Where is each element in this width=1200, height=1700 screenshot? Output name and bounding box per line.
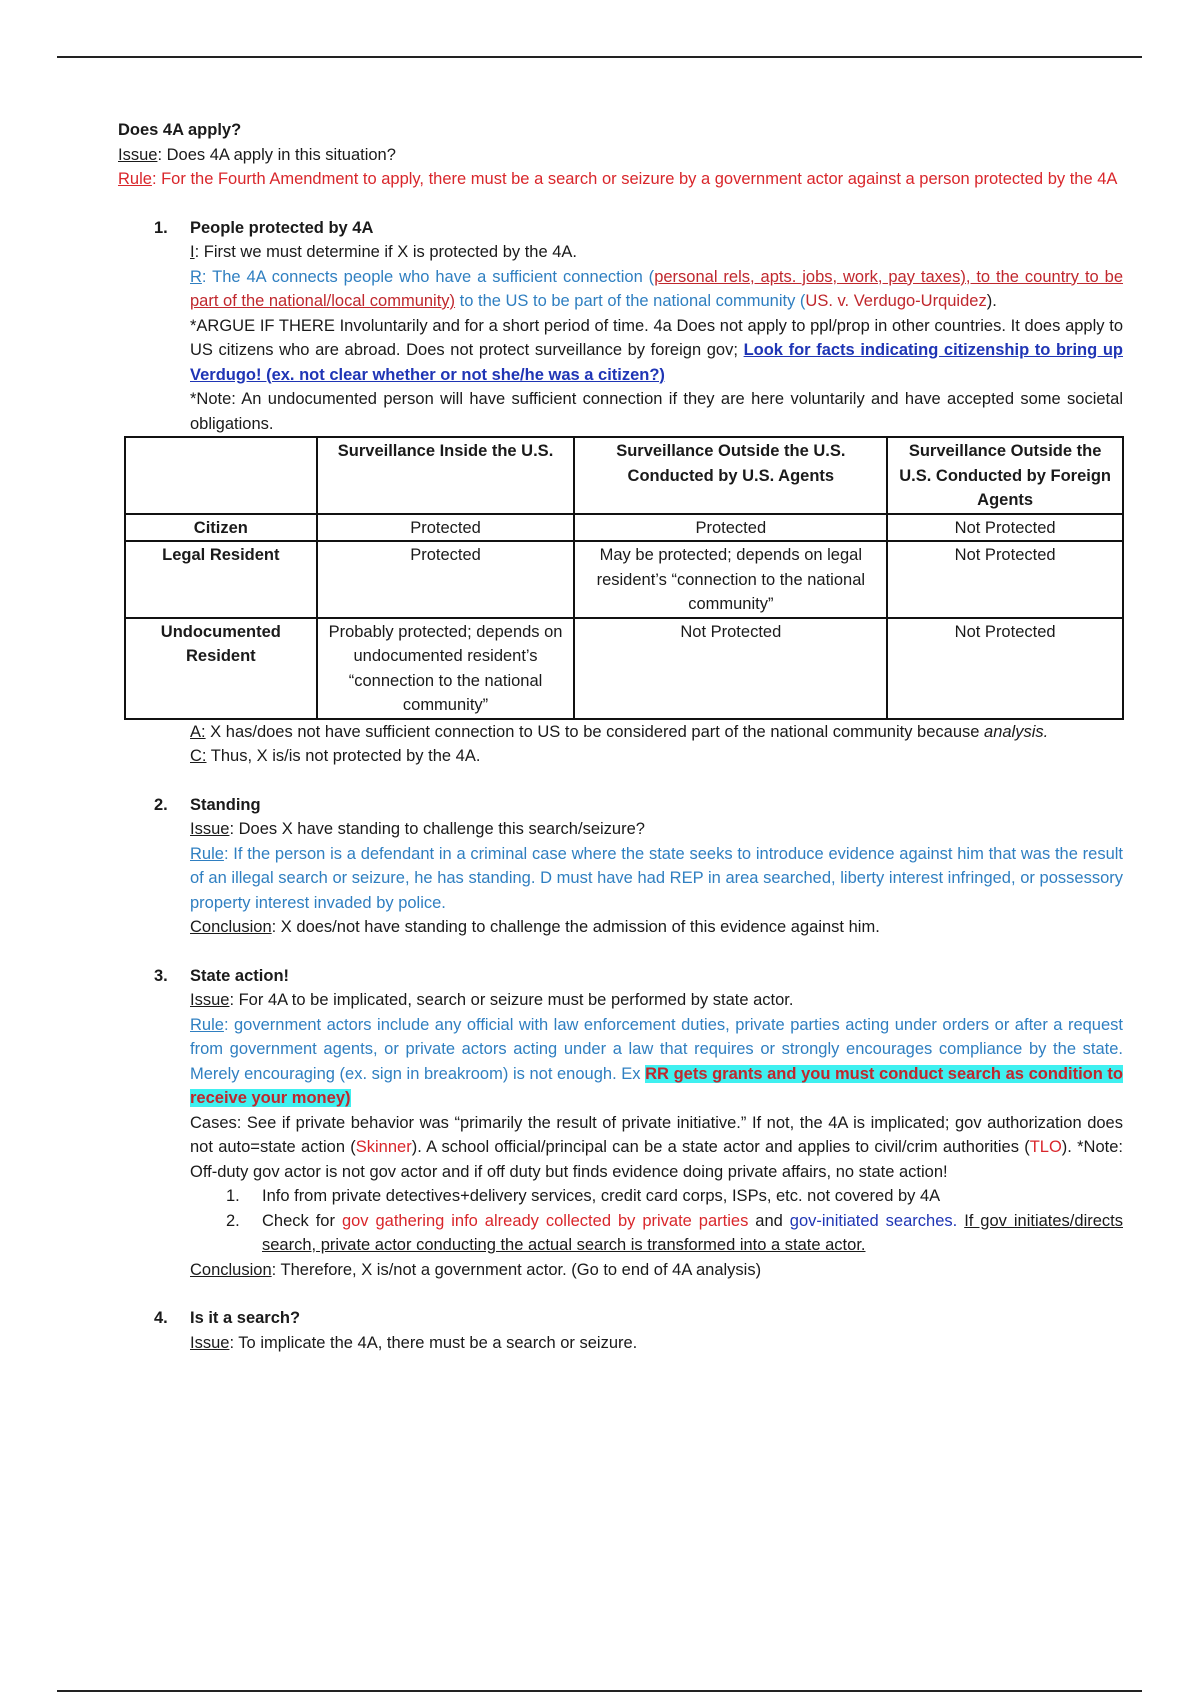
case-name: US. v. Verdugo-Urquidez [805, 292, 987, 310]
table-header-cell: Surveillance Outside the U.S. Conducted by Foreign Agents [887, 437, 1123, 514]
table-cell: Not Protected [574, 618, 887, 719]
rule-label: R [190, 267, 202, 286]
section-issue [190, 817, 1123, 842]
rule-text: : For the Fourth Amendment to apply, there must be a search or seizure by a government actor against a person protected by the 4A [151, 170, 1118, 188]
issue-label: Issue [190, 820, 230, 838]
section-standing [118, 793, 1123, 940]
table-cell: Not Protected [887, 618, 1123, 719]
issue-label: I [190, 243, 195, 261]
cases-text-end: ). *Note: Off-duty gov actor is not gov actor and if off duty but finds evidence doing private affairs, no state action! [190, 1138, 1123, 1181]
list-text-a: Check for [262, 1211, 342, 1230]
undocumented-note: *Note: An undocumented person will have sufficient connection if they are here voluntarily and have accepted some societal obligations. [190, 390, 1123, 433]
section-issue [190, 988, 1123, 1013]
analysis-placeholder: analysis. [984, 722, 1049, 741]
section-title: Is it a search? [190, 1309, 301, 1327]
list-number: 2. [226, 1211, 240, 1230]
conclusion-label: C: [190, 747, 207, 765]
table-row [125, 618, 1123, 719]
section-number: 3. [154, 966, 168, 985]
section-issue [190, 240, 1123, 265]
section-issue [190, 1331, 1123, 1356]
section-title: People protected by 4A [190, 218, 374, 237]
document-body [118, 118, 1123, 1355]
argue-text: *ARGUE IF THERE Involuntarily and for a short period of time. 4a Does not apply to ppl/prop in other countries. It does apply to US citizens who are abroad. Does not protect surveillance by foreign gov; [190, 316, 1123, 359]
table-row [125, 541, 1123, 618]
list-item [190, 1209, 1123, 1258]
table-header-cell [125, 437, 317, 514]
cases-text: Cases: See if private behavior was “primarily the result of private initiative.” If not, the 4A is implicated; gov authorization does not auto=state action ( [190, 1113, 1123, 1156]
protection-matrix-table [124, 436, 1124, 720]
issue-label: Issue [118, 145, 158, 164]
list-text: Info from private detectives+delivery services, credit card corps, ISPs, etc. not covered by 4A [262, 1187, 941, 1205]
argue-note [190, 314, 1123, 388]
list-item [190, 1184, 1123, 1209]
conclusion-label: Conclusion [190, 1260, 272, 1279]
section-number: 2. [154, 795, 168, 814]
header-rule [57, 56, 1142, 58]
section-conclusion [190, 744, 1123, 769]
cases-note [190, 1111, 1123, 1185]
analysis-text: X has/does not have sufficient connection to US to be considered part of the national community because [205, 722, 985, 741]
list-text [262, 1209, 1123, 1258]
case-tlo: TLO [1029, 1138, 1062, 1156]
issue-text: : First we must determine if X is protected by the 4A. [194, 243, 577, 261]
highlighted-example: RR gets grants and you must conduct search as condition to receive your money) [190, 1064, 1123, 1107]
issue-text: : To implicate the 4A, there must be a search or seizure. [229, 1333, 638, 1352]
table-row-header: Legal Resident [125, 541, 317, 618]
rule-text-continued: to the US to be part of the national community ( [455, 292, 806, 310]
rule-text: : If the person is a defendant in a criminal case where the state seeks to introduce evidence against him that was the result of an illegal search or seizure, he has standing. D must have had REP in area searched, liberty interest infringed, or possessory property interest invaded by police. [190, 844, 1123, 912]
rule-connection-examples: personal rels, apts. jobs, work, pay taxes), to the country to be part of the national/local community) [190, 267, 1124, 310]
analysis-label: A: [190, 722, 206, 741]
section-number: 4. [154, 1309, 168, 1327]
section-is-search [118, 1306, 1123, 1355]
rule-label: Rule [118, 170, 152, 188]
list-text-b: and [748, 1211, 790, 1230]
conclusion-text: : Therefore, X is/not a government actor. (Go to end of 4A analysis) [271, 1260, 762, 1279]
table-cell: Not Protected [887, 541, 1123, 618]
conclusion-text: : X does/not have standing to challenge the admission of this evidence against him. [271, 918, 880, 936]
list-text-navy: gov-initiated searches. [789, 1211, 958, 1230]
table-header-cell: Surveillance Outside the U.S. Conducted by U.S. Agents [574, 437, 887, 514]
conclusion-text: Thus, X is/is not protected by the 4A. [206, 747, 481, 765]
table-row-header: Undocumented Resident [125, 618, 317, 719]
case-skinner: Skinner [355, 1138, 412, 1156]
rule-end: ). [986, 292, 997, 310]
list-text-underlined: If gov initiates/directs search, private actor conducting the actual search is transformed into a state actor. [262, 1211, 1123, 1254]
intro-issue [118, 143, 1123, 168]
table-cell: May be protected; depends on legal resident’s “connection to the national community” [574, 541, 887, 618]
conclusion-label: Conclusion [190, 918, 272, 936]
cases-text-continued: ). A school official/principal can be a state actor and applies to civil/crim authorities ( [411, 1138, 1030, 1156]
intro-rule [118, 167, 1123, 192]
section-title: Standing [190, 795, 261, 814]
section-conclusion [190, 1258, 1123, 1283]
rule-text: : The 4A connects people who have a sufficient connection ( [201, 267, 655, 286]
rule-label: Rule [190, 1015, 224, 1034]
table-cell: Protected [317, 514, 575, 542]
table-cell: Protected [574, 514, 887, 542]
table-header-cell: Surveillance Inside the U.S. [317, 437, 575, 514]
citizenship-link[interactable]: Look for facts indicating citizenship to bring up Verdugo! (ex. not clear whether or not she/he was a citizen?) [190, 341, 1123, 384]
table-cell: Protected [317, 541, 575, 618]
section-people-protected [118, 216, 1123, 769]
table-cell: Not Protected [887, 514, 1123, 542]
section-rule [190, 1013, 1123, 1111]
issue-text: : Does X have standing to challenge this search/seizure? [229, 820, 645, 838]
page-title: Does 4A apply? [118, 121, 242, 139]
section-title: State action! [190, 966, 290, 985]
list-text-red: gov gathering info already collected by private parties [341, 1211, 749, 1230]
table-cell: Probably protected; depends on undocumented resident’s “connection to the national community” [317, 618, 575, 719]
table-header-row [125, 437, 1123, 514]
rule-label: Rule [190, 844, 224, 863]
issue-label: Issue [190, 1333, 230, 1352]
section-conclusion [190, 915, 1123, 940]
section-number: 1. [154, 218, 168, 237]
table-row-header: Citizen [125, 514, 317, 542]
issue-label: Issue [190, 991, 230, 1009]
table-row [125, 514, 1123, 542]
section-rule [190, 842, 1123, 916]
footer-rule [57, 1690, 1142, 1692]
rule-text: : government actors include any official with law enforcement duties, private parties acting under orders or after a request from government agents, or private actors acting under a law that requires or strongly encourages compliance by the state. Merely encouraging (ex. sign in breakroom) is not enough. Ex [190, 1015, 1123, 1083]
issue-text: : For 4A to be implicated, search or seizure must be performed by state actor. [229, 991, 794, 1009]
section-analysis [190, 720, 1123, 745]
section-rule [190, 265, 1123, 314]
section-state-action [118, 964, 1123, 1283]
list-number: 1. [226, 1187, 240, 1205]
issue-text: : Does 4A apply in this situation? [157, 145, 396, 164]
